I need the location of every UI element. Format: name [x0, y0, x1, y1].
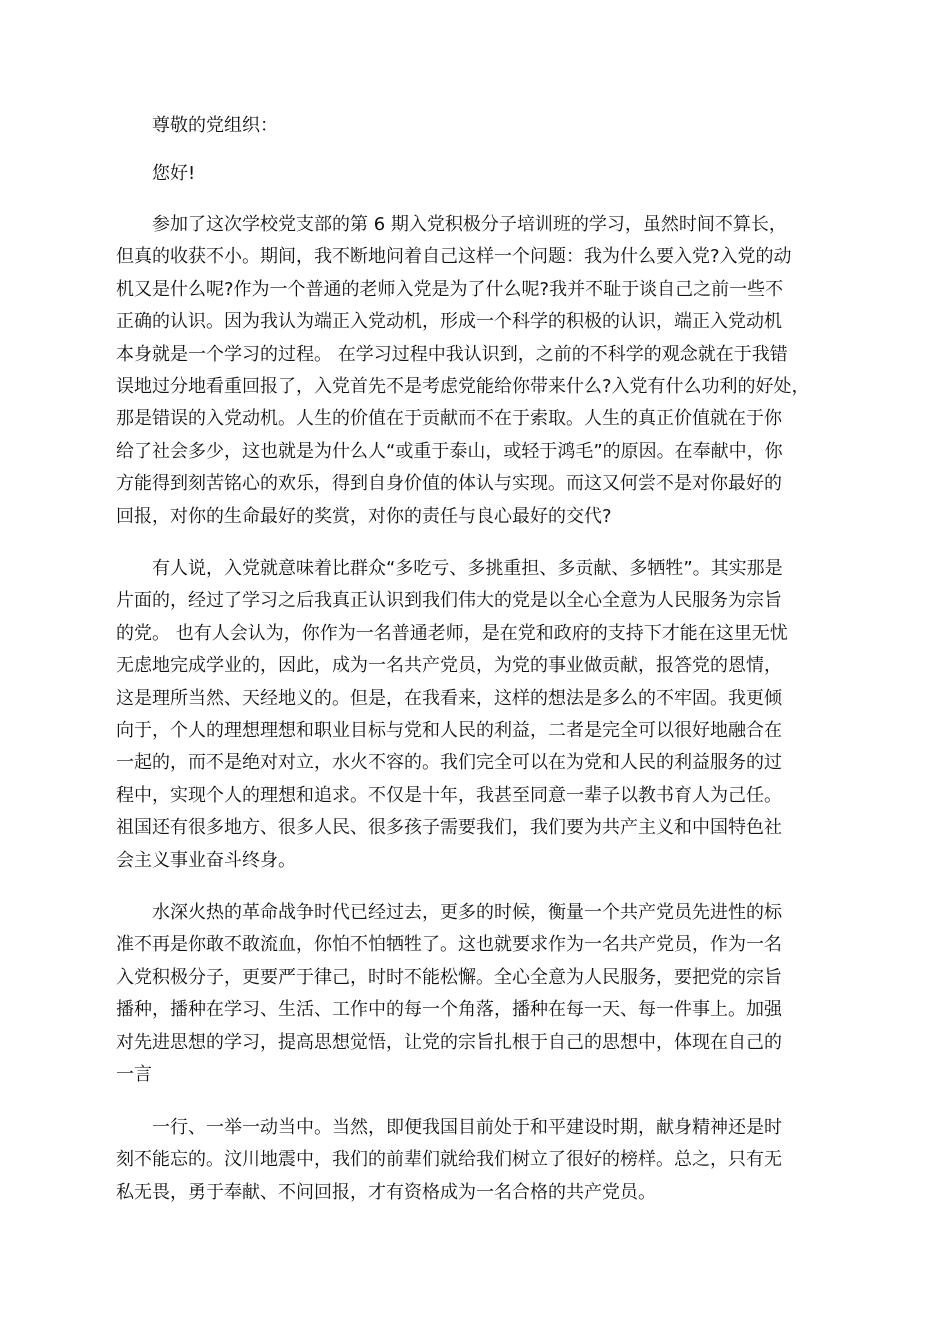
greeting: 您好! [152, 163, 196, 184]
paragraph-line: 程中，实现个人的理想和追求。不仅是十年，我甚至同意一辈子以教书育人为己任。 [116, 784, 782, 806]
paragraph-line: 无虑地完成学业的，因此，成为一名共产党员，为党的事业做贡献，报答党的恩情， [116, 655, 782, 677]
paragraph-line: 但真的收获不小。期间，我不断地问着自己这样一个问题：我为什么要入党?入党的动 [116, 246, 792, 268]
paragraph-2 [116, 553, 832, 877]
paragraph-line: 参加了这次学校党支部的第 6 期入党积极分子培训班的学习，虽然时间不算长， [152, 214, 787, 235]
paragraph-line: 正确的认识。因为我认为端正入党动机，形成一个科学的积极的认识，端正入党动机 [116, 311, 782, 333]
paragraph-line: 刻不能忘的。汶川地震中，我们的前辈们就给我们树立了很好的榜样。总之，只有无 [116, 1149, 782, 1171]
paragraph-line: 水深火热的革命战争时代已经过去，更多的时候，衡量一个共产党员先进性的标 [152, 902, 782, 923]
paragraph-line: 对先进思想的学习，提高思想觉悟，让党的宗旨扎根于自己的思想中，体现在自己的 [116, 1031, 782, 1053]
paragraph-line: 向于，个人的理想理想和职业目标与党和人民的利益，二者是完全可以很好地融合在 [116, 720, 782, 742]
paragraph-line: 方能得到刻苦铭心的欢乐，得到自身价值的体认与实现。而这又何尝不是对你最好的 [116, 473, 782, 495]
paragraph-1 [116, 209, 832, 533]
paragraph-line: 机又是什么呢?作为一个普通的老师入党是为了什么呢?我并不耻于谈自己之前一些不 [116, 278, 784, 300]
paragraph-line: 一言 [116, 1064, 152, 1086]
paragraph-line: 这是理所当然、天经地义的。但是，在我看来，这样的想法是多么的不牢固。我更倾 [116, 687, 782, 709]
paragraph-line: 的党。 也有人会认为，你作为一名普通老师，是在党和政府的支持下才能在这里无忧 [116, 622, 788, 644]
paragraph-line: 祖国还有很多地方、很多人民、很多孩子需要我们，我们要为共产主义和中国特色社 [116, 817, 782, 839]
paragraph-line: 回报，对你的生命最好的奖赏，对你的责任与良心最好的交代? [116, 505, 612, 527]
paragraph-line: 播种，播种在学习、生活、工作中的每一个角落，播种在每一天、每一件事上。加强 [116, 999, 782, 1021]
paragraph-line: 那是错误的入党动机。人生的价值在于贡献而不在于索取。人生的真正价值就在于你 [116, 408, 782, 430]
paragraph-line: 准不再是你敢不敢流血，你怕不怕牺牲了。这也就要求作为一名共产党员，作为一名 [116, 934, 782, 956]
paragraph-line: 一起的，而不是绝对对立，水火不容的。我们完全可以在为党和人民的利益服务的过 [116, 752, 782, 774]
paragraph-line: 给了社会多少，这也就是为什么人“或重于泰山，或轻于鸿毛”的原因。在奉献中，你 [116, 440, 783, 462]
paragraph-line: 会主义事业奋斗终身。 [116, 849, 296, 871]
salutation: 尊敬的党组织： [152, 115, 278, 136]
paragraph-line: 片面的，经过了学习之后我真正认识到我们伟大的党是以全心全意为人民服务为宗旨 [116, 590, 782, 612]
paragraph-3 [116, 897, 832, 1091]
paragraph-4 [116, 1112, 832, 1209]
paragraph-line: 本身就是一个学习的过程。 在学习过程中我认识到，之前的不科学的观念就在于我错 [116, 343, 788, 365]
paragraph-line: 一行、一举一动当中。当然，即便我国目前处于和平建设时期，献身精神还是时 [152, 1117, 782, 1138]
paragraph-line: 入党积极分子，更要严于律己，时时不能松懈。全心全意为人民服务，要把党的宗旨 [116, 966, 782, 988]
paragraph-line: 有人说，入党就意味着比群众“多吃亏、多挑重担、多贡献、多牺牲”。其实那是 [152, 558, 783, 579]
paragraph-line: 私无畏，勇于奉献、不问回报，才有资格成为一名合格的共产党员。 [116, 1181, 656, 1203]
paragraph-line: 误地过分地看重回报了，入党首先不是考虑党能给你带来什么?入党有什么功利的好处， [116, 376, 810, 398]
